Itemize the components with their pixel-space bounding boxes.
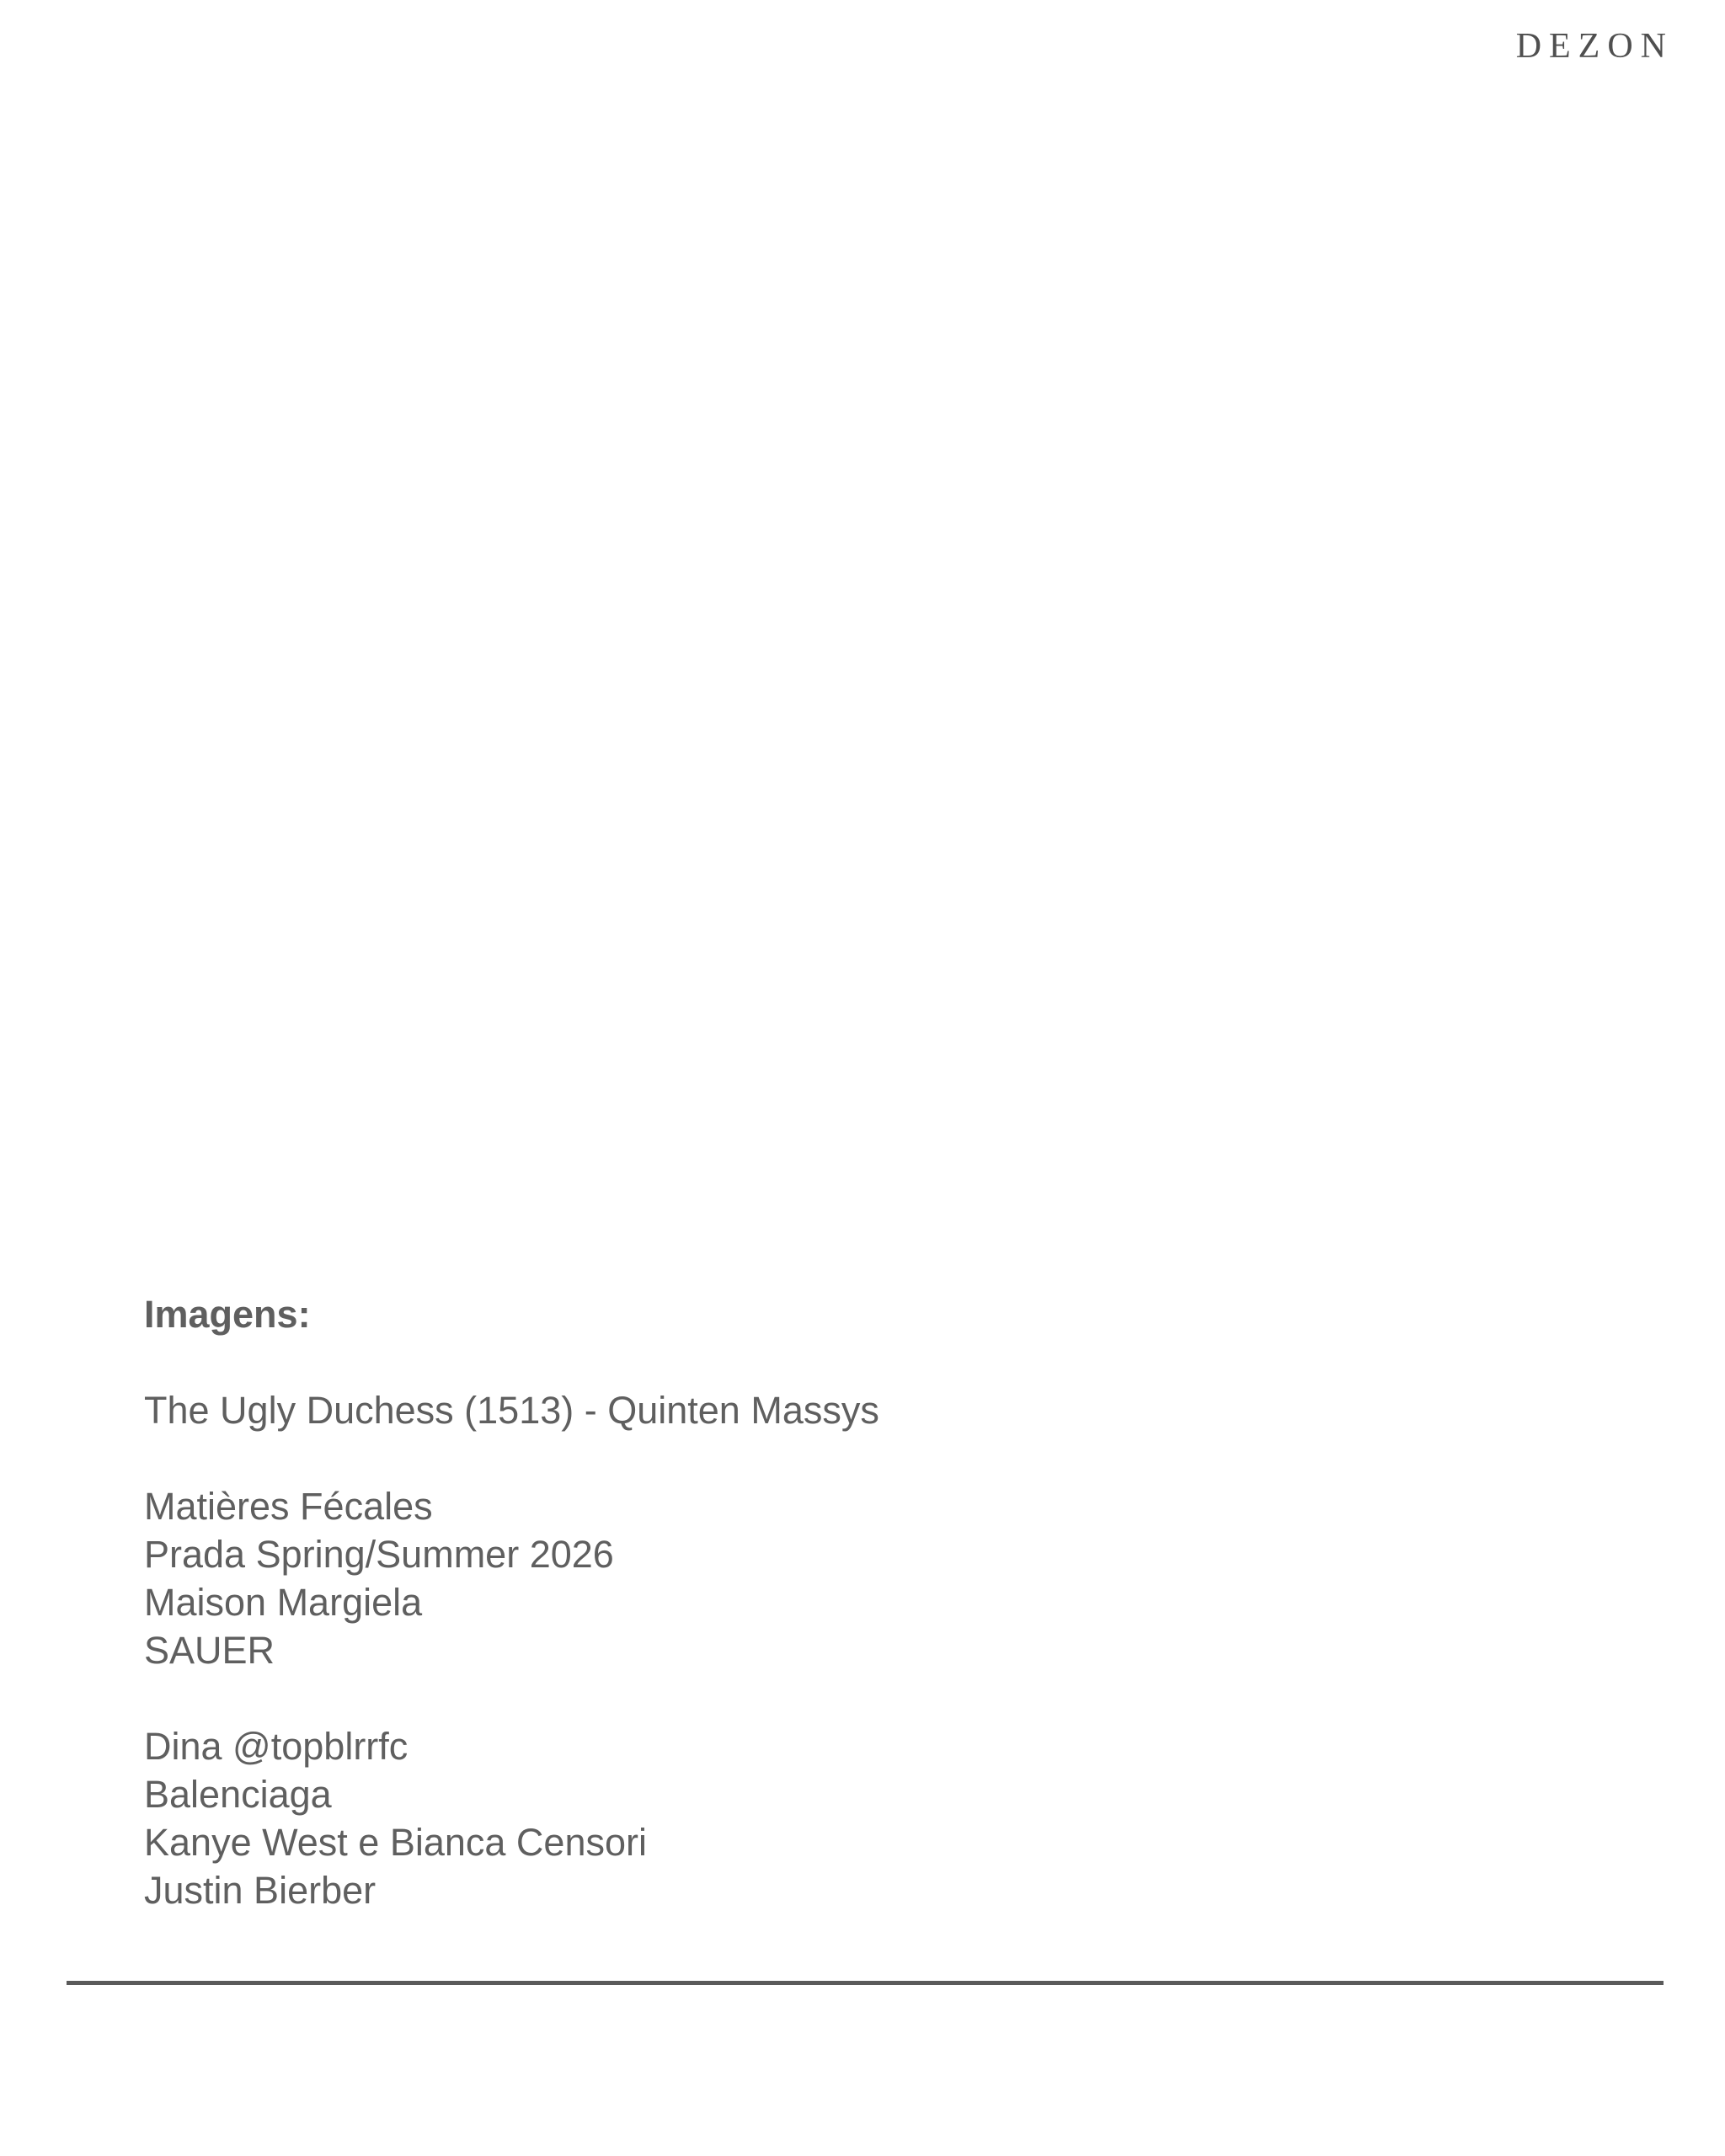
- credit-line: Balenciaga: [144, 1773, 332, 1816]
- credit-line: The Ugly Duchess (1513) - Quinten Massys: [144, 1389, 879, 1432]
- credit-line: Maison Margiela: [144, 1581, 423, 1624]
- credit-line: Justin Bierber: [144, 1869, 377, 1912]
- credit-line: Kanye West e Bianca Censori: [144, 1821, 647, 1864]
- credits-group-1: [144, 1386, 1576, 1434]
- credit-line: Dina @topblrrfc: [144, 1725, 409, 1768]
- credits-heading: Imagens:: [144, 1293, 311, 1336]
- credits-group-3: [144, 1722, 1576, 1914]
- credits-group-2: [144, 1482, 1576, 1674]
- brand-logo: DEZON: [1515, 27, 1674, 66]
- image-credits: [144, 1290, 1576, 1914]
- credit-line: Matières Fécales: [144, 1485, 433, 1528]
- credit-line: Prada Spring/Summer 2026: [144, 1533, 614, 1576]
- credit-line: SAUER: [144, 1629, 275, 1672]
- bottom-divider: [67, 1981, 1664, 1985]
